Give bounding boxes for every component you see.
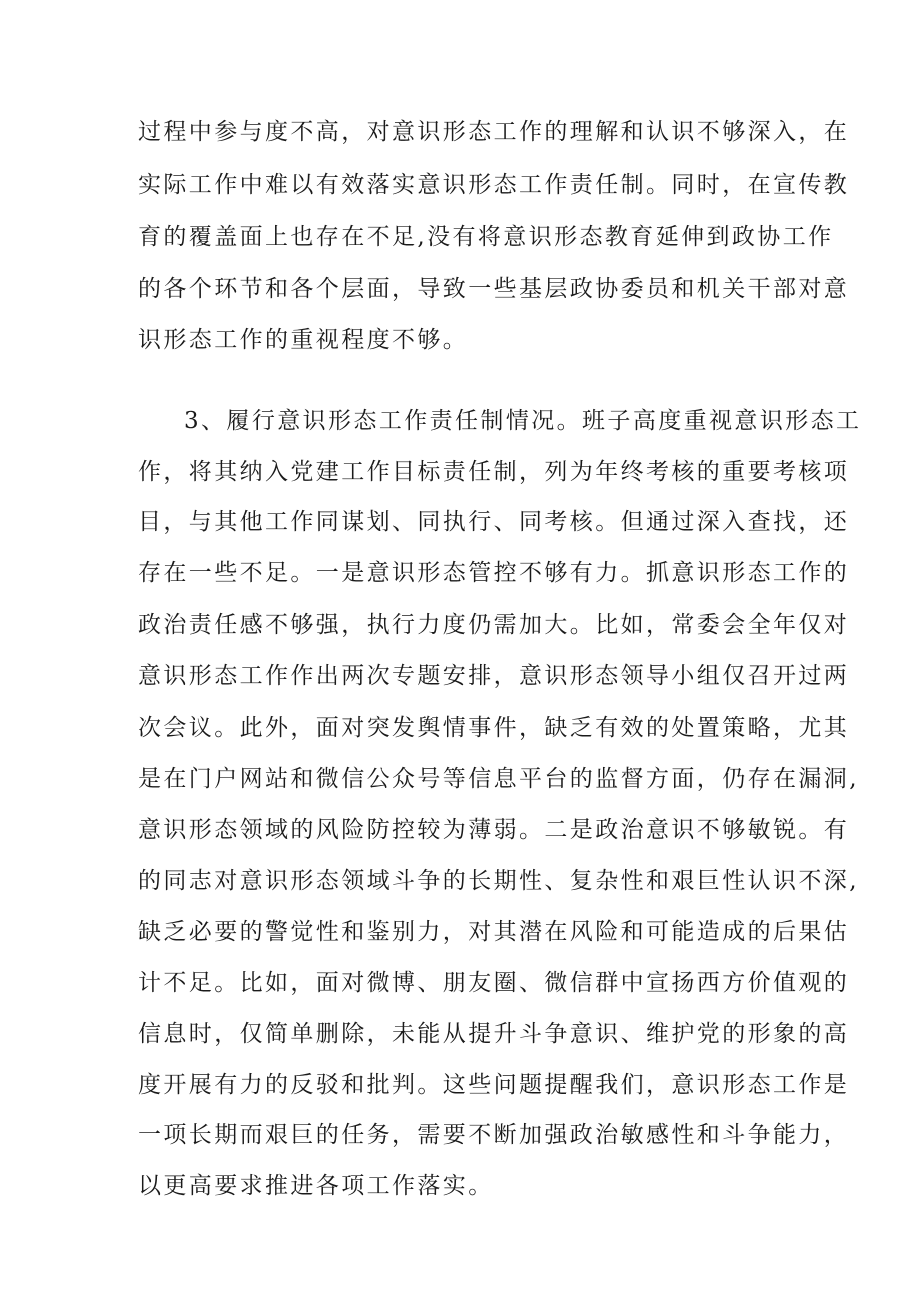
paragraph-2-line-7: 次会议。此外，面对突发舆情事件，缺乏有效的处置策略，尤其 [138,715,850,741]
paragraph-2-line-2: 作，将其纳入党建工作目标责任制，列为年终考核的重要考核项 [138,459,850,485]
paragraph-2-line-11: 缺乏必要的警觉性和鉴别力，对其潜在风险和可能造成的后果估 [138,919,850,945]
paragraph-2-line-1: 3、履行意识形态工作责任制情况。班子高度重视意识形态工 [184,408,862,434]
paragraph-2-line-12: 计不足。比如，面对微博、朋友圈、微信群中宣扬西方价值观的 [138,970,850,996]
paragraph-2-line-15: 一项长期而艰巨的任务，需要不断加强政治敏感性和斗争能力， [138,1122,850,1148]
paragraph-2-line-10: 的同志对意识形态领域斗争的长期性、复杂性和艰巨性认识不深, [138,868,859,894]
paragraph-2-line-3: 目，与其他工作同谋划、同执行、同考核。但通过深入查找，还 [138,509,850,535]
paragraph-2-line-6: 意识形态工作作出两次专题安排，意识形态领导小组仅召开过两 [138,663,850,689]
paragraph-1-line-2: 实际工作中难以有效落实意识形态工作责任制。同时，在宣传教 [138,172,850,198]
paragraph-2-line-4: 存在一些不足。一是意识形态管控不够有力。抓意识形态工作的 [138,560,850,586]
paragraph-1-line-5: 识形态工作的重视程度不够。 [138,327,469,353]
paragraph-2-line-8: 是在门户网站和微信公众号等信息平台的监督方面，仍存在漏洞, [138,766,859,792]
paragraph-2-line-16: 以更高要求推进各项工作落实。 [138,1173,494,1199]
paragraph-2-line-9: 意识形态领域的风险防控较为薄弱。二是政治意识不够敏锐。有 [138,817,850,843]
paragraph-1-line-1: 过程中参与度不高，对意识形态工作的理解和认识不够深入，在 [138,119,850,145]
paragraph-1-line-4: 的各个环节和各个层面，导致一些基层政协委员和机关干部对意 [138,276,850,302]
paragraph-2-line-14: 度开展有力的反驳和批判。这些问题提醒我们，意识形态工作是 [138,1072,850,1098]
paragraph-1-line-3: 育的覆盖面上也存在不足,没有将意识形态教育延伸到政协工作 [138,224,834,250]
paragraph-2-line-13: 信息时，仅简单删除，未能从提升斗争意识、维护党的形象的高 [138,1021,850,1047]
paragraph-2-line-5: 政治责任感不够强，执行力度仍需加大。比如，常委会全年仅对 [138,612,850,638]
